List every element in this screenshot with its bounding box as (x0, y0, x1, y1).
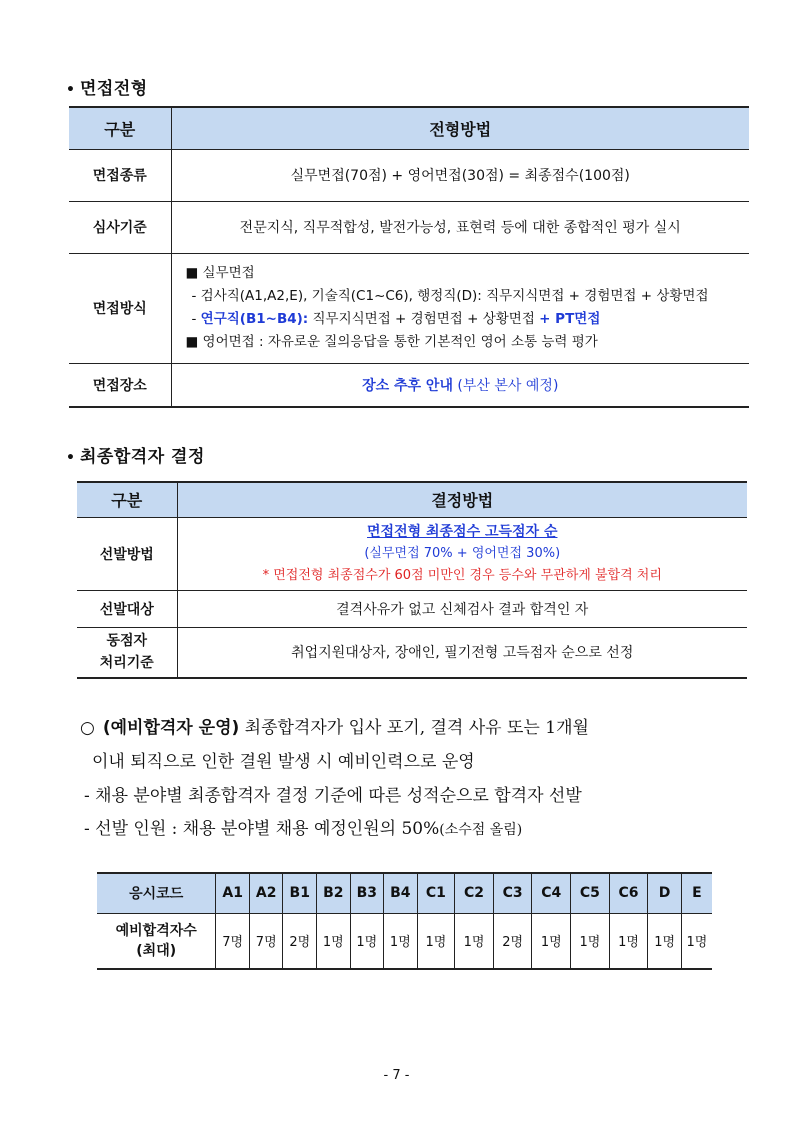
interview-header-method: 전형방법 (171, 107, 749, 149)
bullet-icon: • (66, 82, 76, 98)
reserve-line-1-text: 최종합격자가 입사 포기, 결격 사유 또는 1개월 (239, 718, 589, 738)
interview-table (69, 106, 749, 408)
interview-type-value: 실무면접(70점) + 영어면접(30점) = 최종점수(100점) (171, 149, 749, 201)
method-line-practical: ■ 실무면접 (185, 265, 255, 281)
method-research-label: 연구직(B1~B4): (200, 311, 309, 327)
reserve-count-cell: 1명 (648, 913, 682, 969)
final-tie-label-line2: 처리기준 (99, 655, 154, 672)
reserve-code-cell: C4 (532, 873, 571, 913)
interview-method-value (171, 253, 749, 363)
final-tie-label (77, 627, 177, 678)
reserve-count-cell: 2명 (493, 913, 532, 969)
interview-method-label: 면접방식 (69, 253, 171, 363)
interview-criteria-label: 심사기준 (69, 201, 171, 253)
reserve-code-label: 응시코드 (97, 873, 216, 913)
method-line-research (186, 308, 750, 331)
reserve-code-cell: B1 (283, 873, 317, 913)
interview-place-note: (부산 본사 예정) (452, 377, 559, 394)
reserve-line-1 (80, 713, 589, 744)
interview-criteria-value: 전문지식, 직무적합성, 발전가능성, 표현력 등에 대한 종합적인 평가 실시 (171, 201, 749, 253)
interview-type-label: 면접종류 (69, 149, 171, 201)
final-section-title (66, 442, 205, 467)
reserve-code-cell: C2 (455, 873, 494, 913)
selection-ratio: (실무면접 70% + 영어면접 30%) (364, 545, 561, 561)
reserve-line-3: - 채용 분야별 최종합격자 결정 기준에 따른 성적순으로 합격자 선발 (84, 786, 582, 806)
method-line-english: ■ 영어면접 : 자유로운 질의응답을 통한 기본적인 영어 소통 능력 평가 (185, 334, 598, 350)
selection-fail-note: * 면접전형 최종점수가 60점 미만인 경우 등수와 무관하게 불합격 처리 (262, 567, 662, 583)
reserve-count-cell: 1명 (532, 913, 571, 969)
reserve-code-cell: B2 (317, 873, 351, 913)
reserve-count-cell: 1명 (384, 913, 418, 969)
reserve-code-cell: C3 (493, 873, 532, 913)
reserve-count-label (97, 913, 216, 969)
reserve-line-4-note: (소수점 올림) (439, 822, 523, 838)
reserve-count-label-line2: (최대) (136, 942, 177, 959)
method-line-research-prefix: - (191, 311, 201, 327)
reserve-count-label-line1: 예비합격자수 (115, 922, 197, 939)
reserve-table (97, 872, 712, 970)
final-selection-label: 선발방법 (77, 517, 177, 590)
final-selection-value (177, 517, 747, 590)
interview-place-main: 장소 추후 안내 (362, 377, 453, 394)
interview-section-title (66, 74, 148, 99)
final-tie-label-line1: 동점자 (106, 633, 148, 650)
page-number: - 7 - (383, 1068, 410, 1083)
interview-header-category: 구분 (69, 107, 171, 149)
reserve-count-cell: 1명 (455, 913, 494, 969)
reserve-line-2: 이내 퇴직으로 인한 결원 발생 시 예비인력으로 운영 (92, 752, 475, 772)
reserve-count-cell: 1명 (317, 913, 351, 969)
circle-bullet-icon: ○ (80, 718, 95, 738)
interview-title-text: 면접전형 (80, 79, 148, 99)
reserve-count-cell: 1명 (417, 913, 455, 969)
reserve-code-cell: E (681, 873, 712, 913)
reserve-code-cell: A2 (249, 873, 283, 913)
reserve-code-cell: B4 (384, 873, 418, 913)
method-research-pt: + PT면접 (539, 311, 601, 327)
reserve-count-cell: 7명 (249, 913, 283, 969)
final-target-label: 선발대상 (77, 590, 177, 627)
final-table (77, 481, 747, 679)
reserve-count-cell: 2명 (283, 913, 317, 969)
reserve-code-cell: C1 (417, 873, 455, 913)
final-header-method: 결정방법 (177, 482, 747, 517)
reserve-code-cell: B3 (350, 873, 384, 913)
reserve-paragraph (80, 713, 589, 846)
method-research-text: 직무지식면접 + 경험면접 + 상황면접 (308, 311, 540, 327)
final-title-text: 최종합격자 결정 (80, 447, 205, 467)
reserve-code-cell: D (648, 873, 682, 913)
reserve-code-cell: C5 (571, 873, 610, 913)
bullet-icon: • (66, 450, 76, 466)
reserve-count-cell: 1명 (571, 913, 610, 969)
reserve-code-cell: C6 (609, 873, 648, 913)
final-target-value: 결격사유가 없고 신체검사 결과 합격인 자 (177, 590, 747, 627)
selection-main: 면접전형 최종점수 고득점자 순 (367, 523, 558, 540)
reserve-count-cell: 1명 (350, 913, 384, 969)
interview-place-label: 면접장소 (69, 363, 171, 407)
method-line-general: - 검사직(A1,A2,E), 기술직(C1~C6), 행정직(D): 직무지식면접 + 경험면접 + 상황면접 (191, 288, 709, 304)
reserve-count-cell: 1명 (681, 913, 712, 969)
reserve-count-cell: 7명 (216, 913, 250, 969)
reserve-line-4 (84, 814, 589, 846)
reserve-line-4-text: - 선발 인원 : 채용 분야별 채용 예정인원의 50% (84, 819, 440, 839)
reserve-heading: (예비합격자 운영) (102, 718, 240, 738)
final-tie-value: 취업지원대상자, 장애인, 필기전형 고득점자 순으로 선정 (177, 627, 747, 678)
reserve-count-cell: 1명 (609, 913, 648, 969)
final-header-category: 구분 (77, 482, 177, 517)
interview-place-value (171, 363, 749, 407)
reserve-code-cell: A1 (216, 873, 250, 913)
